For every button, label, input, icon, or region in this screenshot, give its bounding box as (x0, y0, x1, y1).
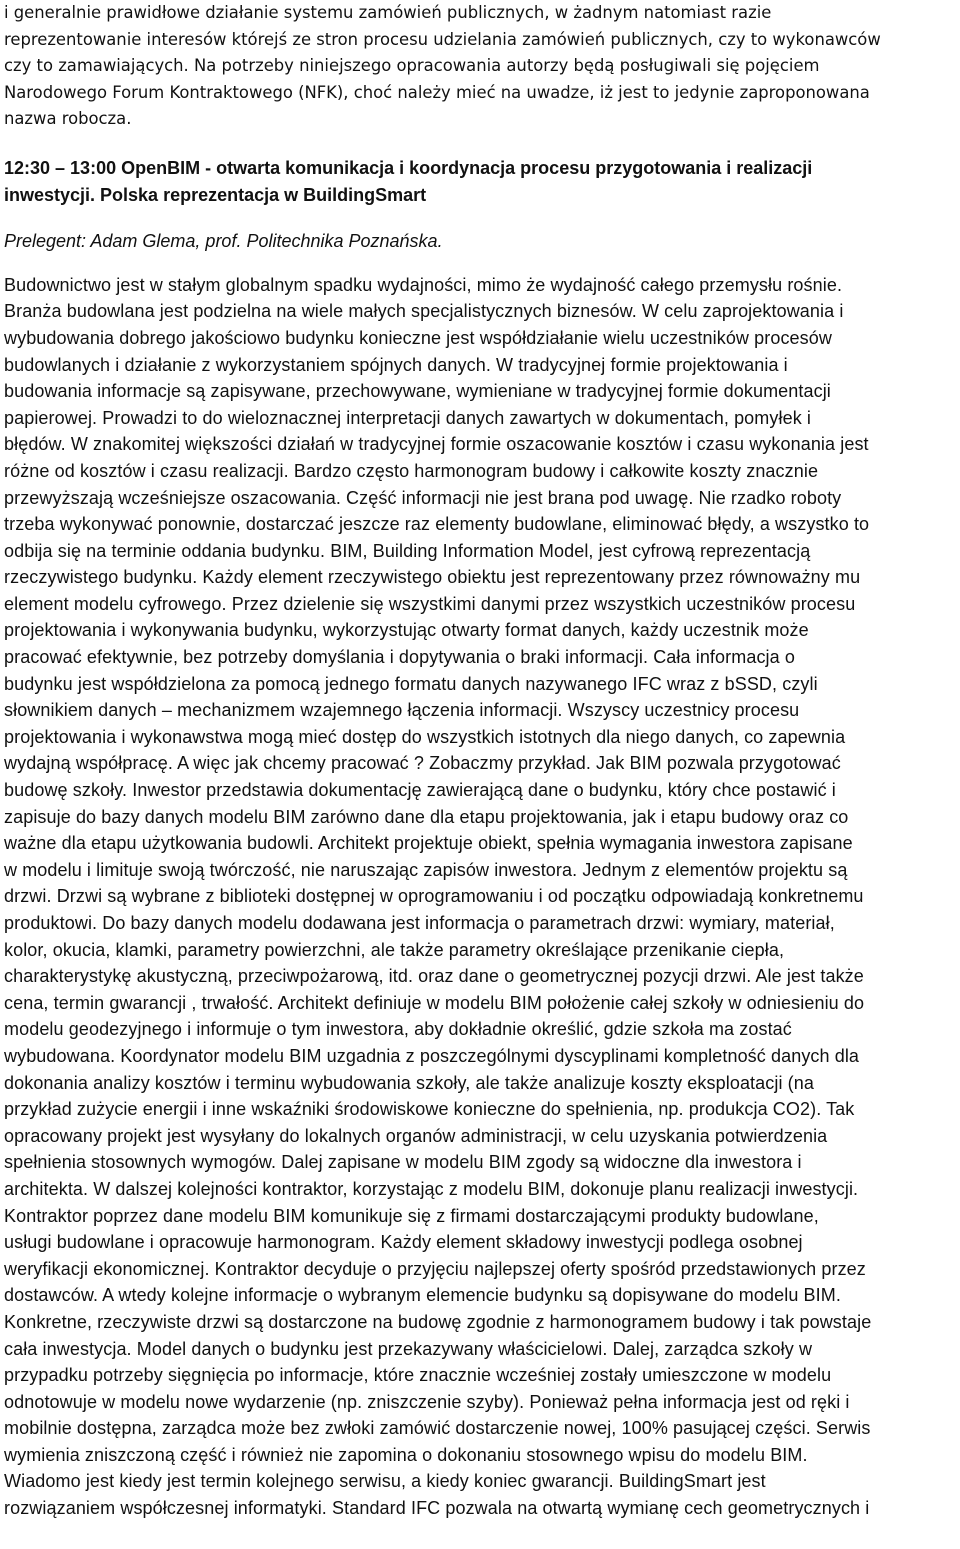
body-text-line: opracowany projekt jest wysyłany do lokalnych organów administracji, w celu uzyskania potwierdzenia (4, 1125, 828, 1146)
heading-text-line: inwestycji. Polska reprezentacja w BuildingSmart (4, 184, 427, 205)
body-text-line: odnotowuje w modelu nowe wydarzenie (np. zniszczenie szyby). Ponieważ pełna informacja jest od ręki i (4, 1391, 850, 1412)
body-text-line: pracować efektywnie, bez potrzeby domyślania i dopytywania o braki informacji. Cała informacja o (4, 647, 795, 668)
body-text-line: budowę szkoły. Inwestor przedstawia dokumentację zawierającą dane o budynku, który chce postawić i (4, 780, 836, 801)
body-text-line: błędów. W znakomitej większości działań w tradycyjnej formie oszacowanie kosztów i czasu wykonania jest (4, 434, 869, 455)
heading-text-line: 12:30 – 13:00 OpenBIM - otwarta komunikacja i koordynacja procesu przygotowania i realizacji (4, 157, 813, 178)
body-text-line: modelu geodezyjnego i informuje o tym inwestora, aby dokładnie określić, gdzie szkoła ma zostać (4, 1019, 792, 1040)
body-text-line: przewyższają wcześniejsze oszacowania. Część informacji nie jest brana pod uwagę. Nie rzadko roboty (4, 487, 842, 508)
body-text-line: budowania informacje są zapisywane, przechowywane, wymieniane w tradycyjnej formie dokumentacji (4, 381, 831, 402)
body-text-line: weryfikacji ekonomicznej. Kontraktor decyduje o przyjęciu najlepszej oferty spośród przedstawionych przez (4, 1258, 866, 1279)
body-text-line: dostawców. A wtedy kolejne informacje o wybranym elemencie budynku są dopisywane do modelu BIM. (4, 1285, 841, 1306)
intro-text-line: czy to zamawiających. Na potrzeby niniejszego opracowania autorzy będą posługiwali się pojęciem (4, 56, 820, 76)
body-text-line: spełnienia stosownych wymogów. Dalej zapisane w modelu BIM zgody są widoczne dla inwestora i (4, 1152, 802, 1173)
body-text-line: kolor, okucia, klamki, parametry powierzchni, ale także parametry określające przenikanie ciepła, (4, 939, 785, 960)
body-text-line: usługi budowlane i opracowuje harmonogram. Każdy element składowy inwestycji podlega osobnej (4, 1232, 803, 1253)
body-text-line: Konkretne, rzeczywiste drzwi są dostarczone na budowę zgodnie z harmonogramem budowy i tak powstaje (4, 1311, 872, 1332)
body-text-line: w modelu i limituje swoją twórczość, nie naruszając zapisów inwestora. Jednym z elementów projektu są (4, 859, 848, 880)
body-text-line: budynku jest współdzielona za pomocą jednego formatu danych nazywanego IFC wraz z bSSD, czyli (4, 673, 818, 694)
body-text-line: słownikiem danych – mechanizmem wzajemnego łączenia informacji. Wszyscy uczestnicy procesu (4, 700, 800, 721)
body-text-line: mobilnie dostępna, zarządca może bez zwłoki zamówić dostarczenie nowej, 100% pasującej części. Serwis (4, 1418, 871, 1439)
body-text-line: wymienia zniszczoną część i również nie zapomina o dokonaniu stosownego wpisu do modelu BIM. (4, 1444, 808, 1465)
intro-text-line: reprezentowanie interesów którejś ze stron procesu udzielania zamówień publicznych, czy to wykonawców (4, 29, 881, 49)
body-paragraph (4, 272, 960, 1522)
body-text-line: różne od kosztów i czasu realizacji. Bardzo często harmonogram budowy i całkowite koszty znacznie (4, 460, 819, 481)
body-text-line: Branża budowlana jest podzielna na wiele małych specjalistycznych biznesów. W celu zaprojektowania i (4, 301, 844, 322)
body-text-line: cała inwestycja. Model danych o budynku jest przekazywany właścicielowi. Dalej, zarządca szkoły w (4, 1338, 813, 1359)
intro-text-line: Narodowego Forum Kontraktowego (NFK), choć należy mieć na uwadze, iż jest to jedynie zaproponowana (4, 82, 870, 102)
body-text-line: przypadku potrzeby sięgnięcia po informacje, które znacznie wcześniej zostały umieszczone w modelu (4, 1365, 832, 1386)
body-text-line: architekta. W dalszej kolejności kontraktor, korzystając z modelu BIM, dokonuje planu realizacji inwestycji. (4, 1178, 859, 1199)
body-text-line: papierowej. Prowadzi to do wieloznacznej interpretacji danych zawartych w dokumentach, pomyłek i (4, 407, 811, 428)
body-text-line: rzeczywistego budynku. Każdy element rzeczywistego obiektu jest reprezentowany przez równoważny mu (4, 567, 861, 588)
body-text-line: budowlanych i działanie z wykorzystaniem spójnych danych. W tradycyjnej formie projektowania i (4, 354, 788, 375)
intro-paragraph (4, 0, 960, 133)
body-text-line: Kontraktor poprzez dane modelu BIM komunikuje się z firmami dostarczającymi produkty budowlane, (4, 1205, 819, 1226)
body-text-line: zapisuje do bazy danych modelu BIM zarówno dane dla etapu projektowania, jak i etapu budowy oraz co (4, 806, 849, 827)
body-text-line: dokonania analizy kosztów i terminu wybudowania szkoły, ale także analizuje koszty eksploatacji (na (4, 1072, 814, 1093)
body-text-line: ważne dla etapu użytkowania budowli. Architekt projektuje obiekt, spełnia wymagania inwestora zapisane (4, 833, 853, 854)
body-text-line: wydajną współpracę. A więc jak chcemy pracować ? Zobaczmy przykład. Jak BIM pozwala przygotować (4, 753, 841, 774)
intro-text-line: nazwa robocza. (4, 109, 132, 129)
body-text-line: cena, termin gwarancji , trwałość. Architekt definiuje w modelu BIM położenie całej szkoły w odniesieniu do (4, 992, 865, 1013)
body-text-line: trzeba wykonywać ponownie, dostarczać jeszcze raz elementy budowlane, eliminować błędy, a wszystko to (4, 514, 870, 535)
body-text-line: przykład zużycie energii i inne wskaźniki środowiskowe konieczne do spełnienia, np. produkcja CO2). Tak (4, 1099, 855, 1120)
body-text-line: projektowania i wykonawstwa mogą mieć dostęp do wszystkich istotnych dla niego danych, co zapewnia (4, 726, 846, 747)
session-heading (4, 155, 960, 208)
body-text-line: rozwiązaniem współczesnej informatyki. Standard IFC pozwala na otwartą wymianę cech geometrycznych i (4, 1498, 870, 1519)
body-text-line: wybudowana. Koordynator modelu BIM uzgadnia z poszczególnymi dyscyplinami kompletność danych dla (4, 1045, 860, 1066)
body-text-line: charakterystykę akustyczną, przeciwpożarową, itd. oraz dane o geometrycznej pozycji drzwi. Ale jest także (4, 966, 864, 987)
speaker-line: Prelegent: Adam Glema, prof. Politechnika Poznańska. (4, 231, 443, 252)
body-text-line: wybudowania dobrego jakościowo budynku konieczne jest współdziałanie wielu uczestników procesów (4, 327, 832, 348)
body-text-line: drzwi. Drzwi są wybrane z biblioteki dostępnej w oprogramowaniu i od początku odpowiadają konkretnemu (4, 886, 864, 907)
body-text-line: projektowania i wykonywania budynku, wykorzystując otwarty format danych, każdy uczestnik może (4, 620, 809, 641)
body-text-line: Budownictwo jest w stałym globalnym spadku wydajności, mimo że wydajność całego przemysłu rośnie. (4, 274, 843, 295)
body-text-line: element modelu cyfrowego. Przez dzielenie się wszystkimi danymi przez wszystkich uczestników procesu (4, 593, 856, 614)
body-text-line: odbija się na terminie oddania budynku. BIM, Building Information Model, jest cyfrową reprezentacją (4, 540, 811, 561)
body-text-line: produktowi. Do bazy danych modelu dodawana jest informacja o parametrach drzwi: wymiary, materiał, (4, 913, 835, 933)
body-text-line: Wiadomo jest kiedy jest termin kolejnego serwisu, a kiedy koniec gwarancji. BuildingSmart jest (4, 1471, 766, 1492)
intro-text-line: i generalnie prawidłowe działanie systemu zamówień publicznych, w żadnym natomiast razie (4, 3, 772, 22)
